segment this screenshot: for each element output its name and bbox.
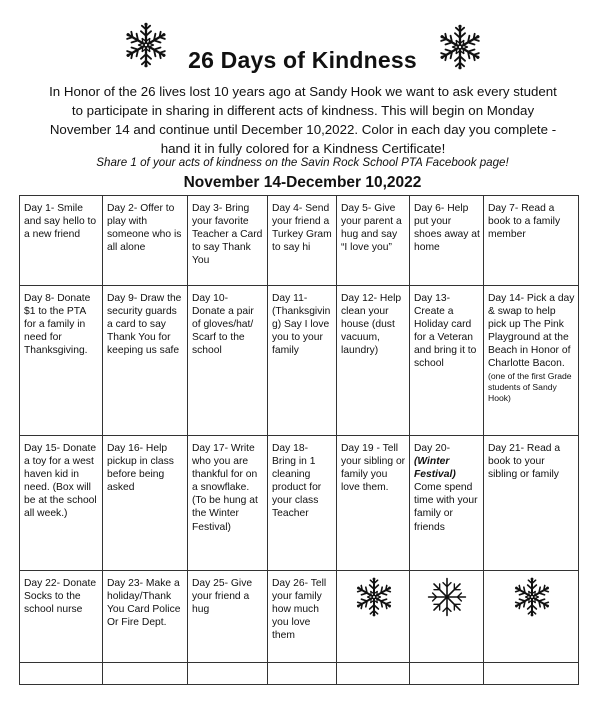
empty-cell bbox=[337, 663, 410, 685]
day-cell-17[interactable]: Day 17- Write who you are thankful for on a snowflake. (To be hung at the Winter Festival) bbox=[188, 436, 268, 571]
snowflake-cell bbox=[410, 571, 484, 663]
day-cell-9[interactable]: Day 9- Draw the security guards a card to say Thank You for keeping us safe bbox=[103, 286, 188, 436]
day-cell-4[interactable]: Day 4- Send your friend a Turkey Gram to say hi bbox=[268, 196, 337, 286]
day-cell-20[interactable]: Day 20- (Winter Festival) Come spend time with your family or friends bbox=[410, 436, 484, 571]
day-cell-10[interactable]: Day 10- Donate a pair of gloves/hat/ Scarf to the school bbox=[188, 286, 268, 436]
snowflake-icon bbox=[512, 577, 552, 617]
day-cell-5[interactable]: Day 5- Give your parent a hug and say “I love you” bbox=[337, 196, 410, 286]
day-cell-19[interactable]: Day 19 - Tell your sibling or family you love them. bbox=[337, 436, 410, 571]
day-cell-1[interactable]: Day 1- Smile and say hello to a new friend bbox=[20, 196, 103, 286]
snowflake-icon bbox=[427, 577, 467, 617]
day-cell-15[interactable]: Day 15- Donate a toy for a west haven kid in need. (Box will be at the school all week.) bbox=[20, 436, 103, 571]
day-cell-26[interactable]: Day 26- Tell your family how much you love them bbox=[268, 571, 337, 663]
snowflake-cell bbox=[484, 571, 579, 663]
empty-cell bbox=[20, 663, 103, 685]
snowflake-icon bbox=[354, 577, 394, 617]
day-cell-13[interactable]: Day 13-Create a Holiday card for a Veteran and bring it to school bbox=[410, 286, 484, 436]
calendar-row bbox=[20, 571, 579, 663]
day-cell-11[interactable]: Day 11- (Thanksgiving) Say I love you to your family bbox=[268, 286, 337, 436]
calendar-row bbox=[20, 196, 579, 286]
calendar-row-empty bbox=[20, 663, 579, 685]
empty-cell bbox=[188, 663, 268, 685]
day-cell-3[interactable]: Day 3- Bring your favorite Teacher a Card to say Thank You bbox=[188, 196, 268, 286]
day-cell-14[interactable]: Day 14- Pick a day & swap to help pick up The Pink Playground at the Beach in Honor of Charlotte Bacon. (one of the first Grade students of Sandy Hook) bbox=[484, 286, 579, 436]
day-cell-6[interactable]: Day 6- Help put your shoes away at home bbox=[410, 196, 484, 286]
day-cell-2[interactable]: Day 2- Offer to play with someone who is all alone bbox=[103, 196, 188, 286]
day-cell-8[interactable]: Day 8- Donate $1 to the PTA for a family in need for Thanksgiving. bbox=[20, 286, 103, 436]
calendar-row bbox=[20, 436, 579, 571]
empty-cell bbox=[103, 663, 188, 685]
day-cell-12[interactable]: Day 12- Help clean your house (dust vacuum, laundry) bbox=[337, 286, 410, 436]
day-14-note: (one of the first Grade students of Sandy Hook) bbox=[488, 370, 572, 403]
day-cell-16[interactable]: Day 16- Help pickup in class before being asked bbox=[103, 436, 188, 571]
day-cell-25[interactable]: Day 25- Give your friend a hug bbox=[188, 571, 268, 663]
winter-festival-label: (Winter Festival) bbox=[414, 456, 456, 481]
intro-paragraph: In Honor of the 26 lives lost 10 years ago at Sandy Hook we want to ask every student to participate in sharing in different acts of kindness. This will begin on Monday November 14 and continue until December 10,2022. Color in each day you complete - hand it in fully colored for a Kindness Certificate! bbox=[49, 84, 557, 156]
calendar-row bbox=[20, 286, 579, 436]
page-title: 26 Days of Kindness bbox=[188, 47, 417, 73]
snowflake-cell bbox=[337, 571, 410, 663]
empty-cell bbox=[268, 663, 337, 685]
day-cell-21[interactable]: Day 21- Read a book to your sibling or family bbox=[484, 436, 579, 571]
empty-cell bbox=[484, 663, 579, 685]
share-note: Share 1 of your acts of kindness on the Savin Rock School PTA Facebook page! bbox=[96, 156, 509, 169]
kindness-calendar bbox=[19, 195, 579, 685]
date-range: November 14-December 10,2022 bbox=[183, 174, 422, 191]
day-cell-7[interactable]: Day 7- Read a book to a family member bbox=[484, 196, 579, 286]
day-cell-22[interactable]: Day 22- Donate Socks to the school nurse bbox=[20, 571, 103, 663]
empty-cell bbox=[410, 663, 484, 685]
day-cell-18[interactable]: Day 18- Bring in 1 cleaning product for your class Teacher bbox=[268, 436, 337, 571]
day-cell-23[interactable]: Day 23- Make a holiday/Thank You Card Police Or Fire Dept. bbox=[103, 571, 188, 663]
